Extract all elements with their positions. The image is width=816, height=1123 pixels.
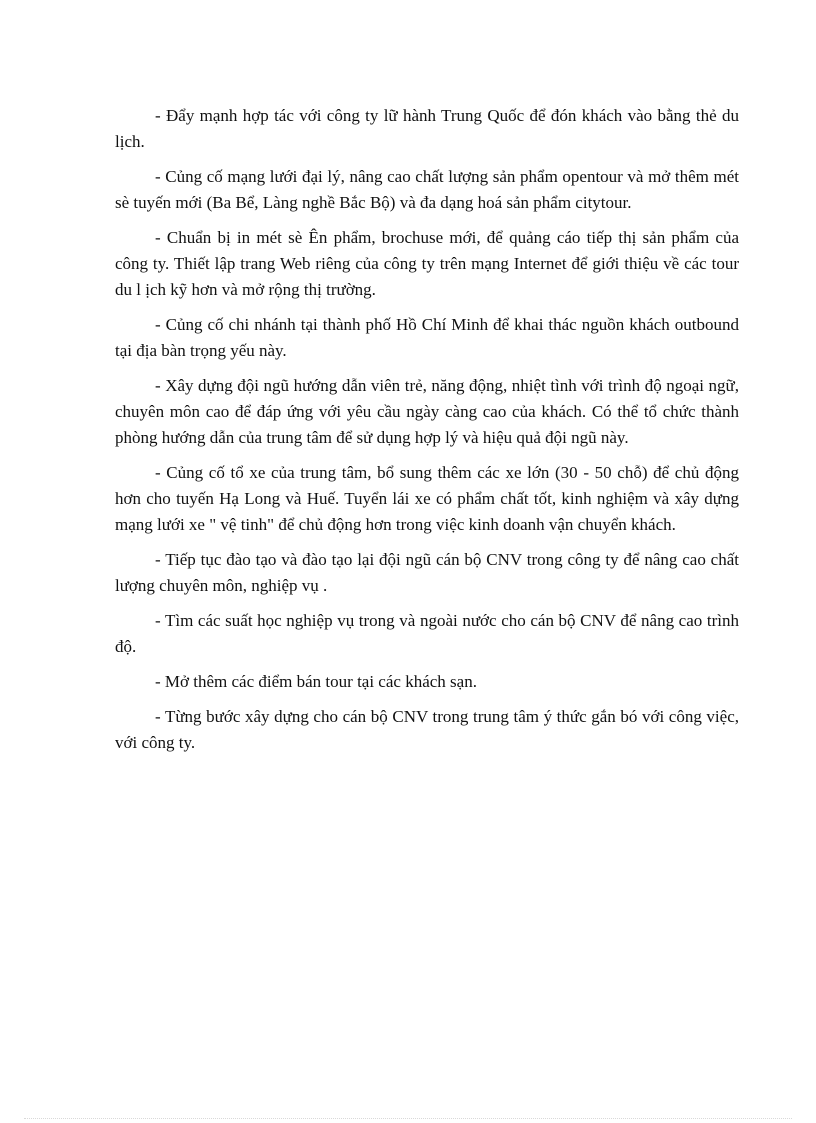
paragraph-hcmc-branch: - Củng cố chi nhánh tại thành phố Hồ Chí Minh để khai thác nguồn khách outbound tại địa bàn trọng yếu này. bbox=[115, 315, 739, 360]
paragraph-staff-training: - Tiếp tục đào tạo và đào tạo lại đội ngũ cán bộ CNV trong công ty để nâng cao chất lượng chuyên môn, nghiệp vụ . bbox=[115, 550, 739, 595]
paragraph-study-opportunities: - Tìm các suất học nghiệp vụ trong và ngoài nước cho cán bộ CNV để nâng cao trình độ. bbox=[115, 611, 739, 656]
paragraph-vehicle-fleet: - Củng cố tổ xe của trung tâm, bổ sung thêm các xe lớn (30 - 50 chỗ) để chủ động hơn cho tuyến Hạ Long và Huế. Tuyển lái xe có phẩm chất tốt, kinh nghiệm và xây dựng mạng lưới xe " vệ tinh" để chủ động hơn trong việc kinh doanh vận chuyển khách. bbox=[115, 463, 739, 534]
document-body bbox=[115, 103, 739, 765]
paragraph-publications-website: - Chuẩn bị in mét sè Ên phẩm, brochuse mới, để quảng cáo tiếp thị sản phẩm của công ty. Thiết lập trang Web riêng của công ty trên mạng Internet để giới thiệu về các tour du l ịch kỹ hơn và mở rộng thị trường. bbox=[115, 228, 739, 299]
page-bottom-divider bbox=[24, 1118, 792, 1119]
paragraph-staff-commitment: - Từng bước xây dựng cho cán bộ CNV trong trung tâm ý thức gắn bó với công việc, với công ty. bbox=[115, 707, 739, 752]
paragraph-tour-guides: - Xây dựng đội ngũ hướng dẫn viên trẻ, năng động, nhiệt tình với trình độ ngoại ngữ, chuyên môn cao để đáp ứng với yêu cầu ngày càng cao của khách. Có thể tổ chức thành phòng hướng dẫn của trung tâm để sử dụng hợp lý và hiệu quả đội ngũ này. bbox=[115, 376, 739, 447]
paragraph-hotel-sales-points: - Mở thêm các điểm bán tour tại các khách sạn. bbox=[155, 672, 477, 691]
paragraph-china-cooperation: - Đẩy mạnh hợp tác với công ty lữ hành Trung Quốc để đón khách vào bằng thẻ du lịch. bbox=[115, 106, 739, 151]
paragraph-agency-network: - Củng cố mạng lưới đại lý, nâng cao chất lượng sản phẩm opentour và mở thêm mét sè tuyến mới (Ba Bể, Làng nghề Bắc Bộ) và đa dạng hoá sản phẩm citytour. bbox=[115, 167, 739, 212]
